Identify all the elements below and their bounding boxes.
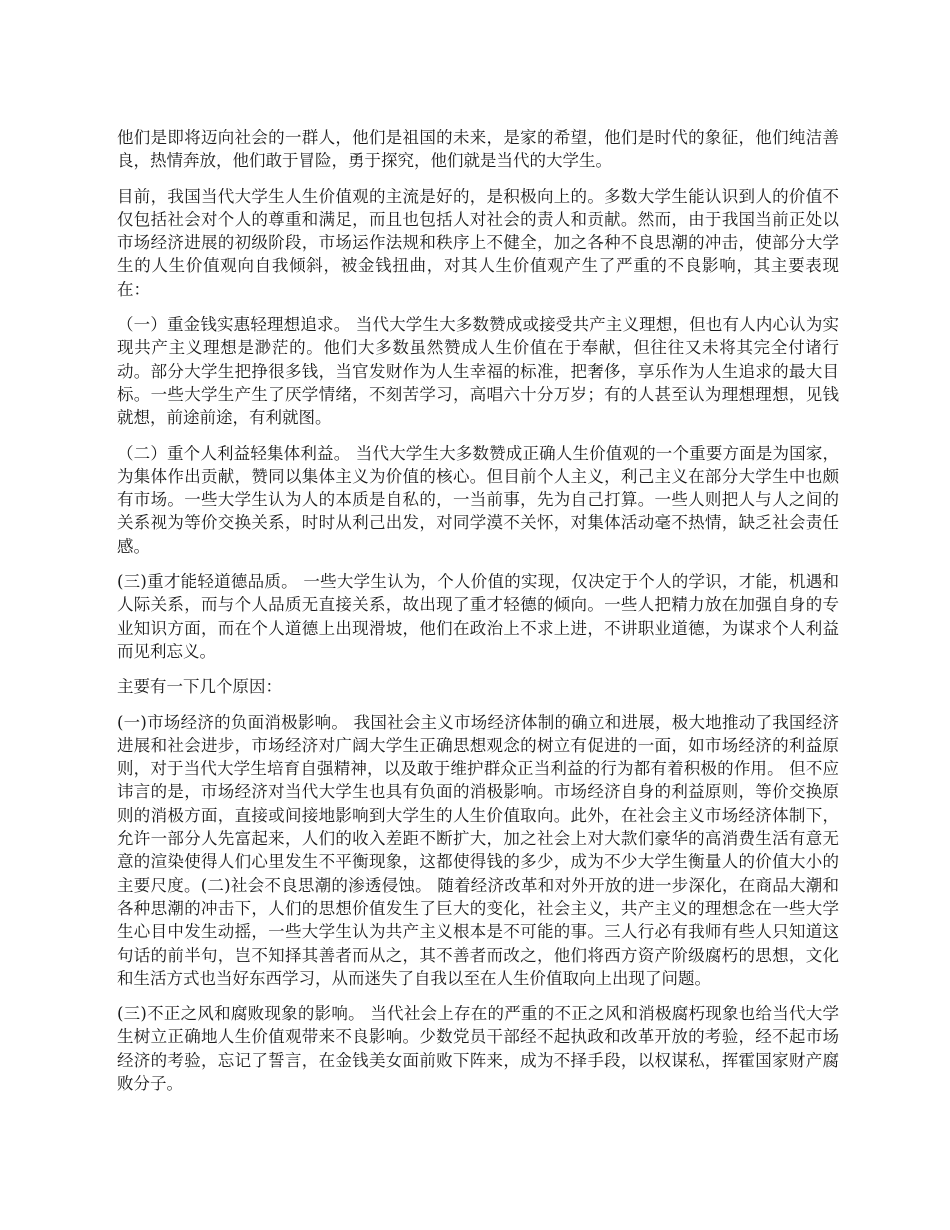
paragraph-corruption-influence: (三)不正之风和腐败现象的影响。 当代社会上存在的严重的不正之风和消极腐朽现象也给当代大学生树立正确地人生价值观带来不良影响。少数党员干部经不起执政和改革开放的考验，经不起市场经济的考验，忘记了誓言，在金钱美女面前败下阵来，成为不择手段，以权谋私，挥霍国家财产腐败分子。 xyxy=(117,1004,839,1093)
paragraph-self-over-collective: （二）重个人利益轻集体利益。 当代大学生大多数赞成正确人生价值观的一个重要方面是为国家，为集体作出贡献，赞同以集体主义为价值的核心。但目前个人主义，利己主义在部分大学生中也颇有市场。一些大学生认为人的本质是自私的，一当前事，先为自己打算。一些人则把人与人之间的关系视为等价交换关系，时时从利己出发，对同学漠不关怀，对集体活动毫不热情，缺乏社会责任感。 xyxy=(117,443,839,556)
paragraph-causes-heading: 主要有一下几个原因： xyxy=(117,677,282,697)
paragraph-market-economy-influence: (一)市场经济的负面消极影响。 我国社会主义市场经济体制的确立和进展，极大地推动了我国经济进展和社会进步，市场经济对广阔大学生正确思想观念的树立有促进的一面，如市场经济的利益原则，对于当代大学生培育自强精神，以及敢于维护群众正当利益的行为都有着积极的作用。 但不应讳言的是，市场经济对当代大学生也具有负面的消极影响。市场经济自身的利益原则，等价交换原则的消极方面，直接或间接地影响到大学生的人生价值取向。此外，在社会主义市场经济体制下，允许一部分人先富起来，人们的收入差距不断扩大，加之社会上对大款们豪华的高消费生活有意无意的渲染使得人们心里发生不平衡现象，这都使得钱的多少，成为不少大学生衡量人的价值大小的主要尺度。(二)社会不良思潮的渗透侵蚀。 随着经济改革和对外开放的进一步深化，在商品大潮和各种思潮的冲击下，人们的思想价值发生了巨大的变化，社会主义，共产主义的理想念在一些大学生心目中发生动摇，一些大学生认为共产主义根本是不可能的事。三人行必有我师有些人只知道这句话的前半句，岂不知择其善者而从之，其不善者而改之，他们将西方资产阶级腐朽的思想，文化和生活方式也当好东西学习，从而迷失了自我以至在人生价值取向上出现了问题。 xyxy=(117,712,839,988)
paragraph-intro: 他们是即将迈向社会的一群人，他们是祖国的未来，是家的希望，他们是时代的象征，他们纯洁善良，热情奔放，他们敢于冒险，勇于探究，他们就是当代的大学生。 xyxy=(117,128,839,171)
paragraph-overview: 目前，我国当代大学生人生价值观的主流是好的，是积极向上的。多数大学生能认识到人的价值不仅包括社会对个人的尊重和满足，而且也包括人对社会的责人和贡献。然而，由于我国当前正处以市场经济进展的初级阶段，市场运作法规和秩序上不健全，加之各种不良思潮的冲击，使部分大学生的人生价值观向自我倾斜，被金钱扭曲，对其人生价值观产生了严重的不良影响，其主要表现在： xyxy=(117,186,839,299)
document-body xyxy=(117,126,839,1107)
paragraph-talent-over-morality: (三)重才能轻道德品质。 一些大学生认为，个人价值的实现，仅决定于个人的学识，才能，机遇和人际关系，而与个人品质无直接关系，故出现了重才轻德的倾向。一些人把精力放在加强自身的专业知识方面，而在个人道德上出现滑坡，他们在政治上不求上进，不讲职业道德，为谋求个人利益而见利忘义。 xyxy=(117,572,839,661)
paragraph-money-over-ideals: （一）重金钱实惠轻理想追求。 当代大学生大多数赞成或接受共产主义理想，但也有人内心认为实现共产主义理想是渺茫的。他们大多数虽然赞成人生价值在于奉献，但往往又未将其完全付诸行动。部分大学生把挣很多钱，当官发财作为人生幸福的标准，把奢侈，享乐作为人生追求的最大目标。一些大学生产生了厌学情绪，不刻苦学习，高唱六十分万岁；有的人甚至认为理想理想，见钱就想，前途前途，有利就图。 xyxy=(117,315,839,428)
